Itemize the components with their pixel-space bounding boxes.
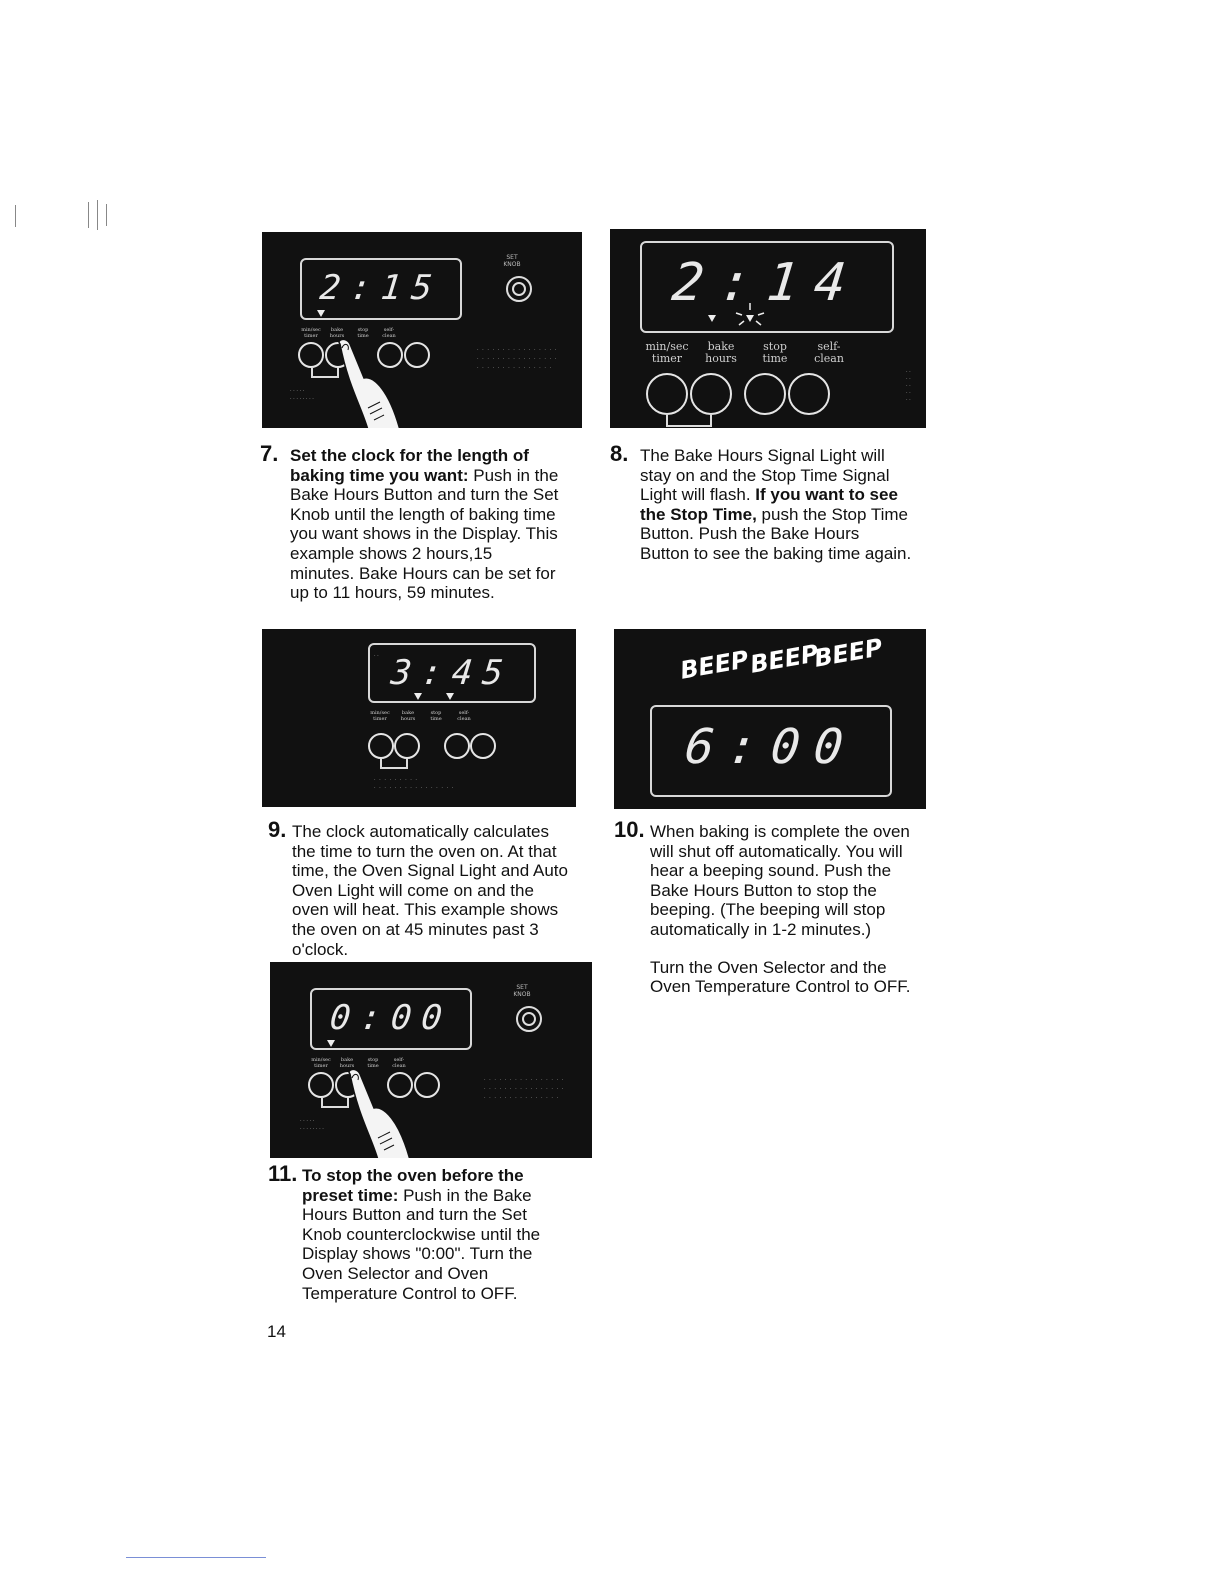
panel-fine-print: · · · · · · · ·: [290, 396, 314, 402]
step-number: 9.: [268, 817, 287, 842]
display-window: [650, 705, 892, 797]
pointing-finger-icon: [344, 1068, 414, 1158]
min-sec-timer-button: [308, 1072, 334, 1098]
button-bracket: [666, 415, 712, 427]
display-readout: 3:45: [388, 653, 516, 693]
bake-hours-button: [690, 373, 732, 415]
panel-fine-print: · · · · · · · · · · · · · · · ·: [484, 1077, 565, 1083]
step-text: push the Stop Time Button. Push the Bake Hours Button to see the baking time again.: [640, 504, 912, 563]
knob-label: SET KNOB: [503, 254, 521, 268]
step-text: The Bake Hours Signal Light will stay on and the Stop Time Signal Light will flash.: [640, 446, 890, 505]
self-clean-button: [404, 342, 430, 368]
auto-oven-signal-icon: [446, 693, 454, 700]
panel-fine-print: · · · · · · · · · · · · · · · ·: [477, 347, 558, 353]
step-number: 11.: [268, 1161, 298, 1186]
display-readout: 2:15: [317, 268, 445, 308]
oven-signal-icon: [414, 693, 422, 700]
beep-word: BEEP: [678, 645, 751, 685]
min-sec-timer-button: [368, 733, 394, 759]
stop-time-button: [744, 373, 786, 415]
panel-fine-print: · ·: [374, 653, 379, 659]
panel-fine-print: · · · · · · · · · · · · · · · ·: [374, 785, 455, 791]
signal-indicator-icon: [327, 1040, 335, 1047]
display-window: [368, 643, 536, 703]
step-text: Push in the Bake Hours Button and turn the Set Knob until the length of baking time you want shows in the Display. This example shows 2 hours,15 minutes. Bake Hours can be set for up to 11 hours, 59 minutes.: [290, 465, 559, 603]
display-window: [300, 258, 462, 320]
stop-time-button: [444, 733, 470, 759]
scan-mark: [106, 204, 107, 226]
step-text: Push in the Bake Hours Button and turn the Set Knob counterclockwise until the Display shows "0:00". Turn the Oven Selector and Oven Temperature Control to OFF.: [302, 1185, 541, 1303]
step-text: When baking is complete the oven will shut off automatically. You will hear a beeping sound. Push the Bake Hours Button to stop the beeping. (The beeping will stop automatically in 1-2 minutes.): [650, 822, 910, 939]
panel-fine-print: · · · · ·: [290, 388, 305, 394]
knob-label: SET KNOB: [513, 984, 531, 998]
step-heading: To stop the oven before the preset time:: [302, 1166, 524, 1205]
panel-fine-print: · · · · ·: [300, 1118, 315, 1124]
illustration-step-11: [270, 962, 592, 1158]
step-text: Turn the Oven Selector and the Oven Temperature Control to OFF.: [650, 957, 911, 997]
footer-rule: [126, 1557, 266, 1558]
step-number: 7.: [260, 441, 279, 466]
signal-indicator-icon: [317, 310, 325, 317]
button-labels: min/sec timer bake hours stop time self- clean: [311, 1057, 406, 1069]
beep-word: BEEP: [748, 639, 821, 679]
display-window: [310, 988, 472, 1050]
page-number: 14: [267, 1322, 286, 1341]
step-number: 10.: [614, 817, 645, 842]
self-clean-button: [414, 1072, 440, 1098]
panel-fine-print: · · · · · · · · · · · · · · · ·: [477, 356, 558, 362]
display-readout: 0:00: [327, 998, 455, 1038]
scan-mark: [15, 205, 16, 227]
illustration-step-8: [610, 229, 926, 428]
bake-hours-button: [394, 733, 420, 759]
min-sec-timer-button: [298, 342, 324, 368]
panel-fine-print: · · · · · · · · · · · · · · · ·: [484, 1086, 565, 1092]
button-labels: min/sec timer bake hours stop time self- clean: [645, 340, 844, 366]
step-text: The clock automatically calculates the time to turn the oven on. At that time, the Oven Signal Light and Auto Oven Light will come on and the oven will heat. This example shows the oven on at 45 minutes past 3 o'clock.: [292, 822, 568, 959]
pointing-finger-icon: [334, 338, 404, 428]
step-heading: If you want to see the Stop Time,: [640, 485, 898, 524]
scan-mark: [88, 202, 89, 228]
illustration-step-9: [262, 629, 576, 807]
beep-word: BEEP: [812, 633, 885, 673]
panel-fine-print: · · · · · · · · ·: [374, 777, 419, 783]
panel-fine-print: · · · · · · · · · · · · · · ·: [477, 365, 553, 371]
panel-fine-print: · · · · · · · · · ·: [906, 369, 911, 403]
button-bracket: [380, 759, 408, 769]
display-readout: 2:14: [669, 253, 865, 313]
button-labels: min/sec timer bake hours stop time self- clean: [370, 710, 471, 722]
display-readout: 6:00: [682, 719, 860, 775]
set-knob-icon: [506, 276, 532, 302]
min-sec-timer-button: [646, 373, 688, 415]
set-knob-icon: [516, 1006, 542, 1032]
self-clean-button: [788, 373, 830, 415]
self-clean-button: [470, 733, 496, 759]
step-heading: Set the clock for the length of baking time you want:: [290, 446, 529, 485]
illustration-step-7: [262, 232, 582, 428]
bake-hours-signal-icon: [708, 315, 716, 322]
panel-fine-print: · · · · · · · · · · · · · · ·: [484, 1095, 560, 1101]
button-labels: min/sec timer bake hours stop time self- clean: [301, 327, 396, 339]
flashing-signal-icon: [730, 301, 770, 331]
panel-fine-print: · · · · · · · ·: [300, 1126, 324, 1132]
scan-mark: [97, 200, 98, 230]
display-window: [640, 241, 894, 333]
illustration-step-10: [614, 629, 926, 809]
step-number: 8.: [610, 441, 629, 466]
